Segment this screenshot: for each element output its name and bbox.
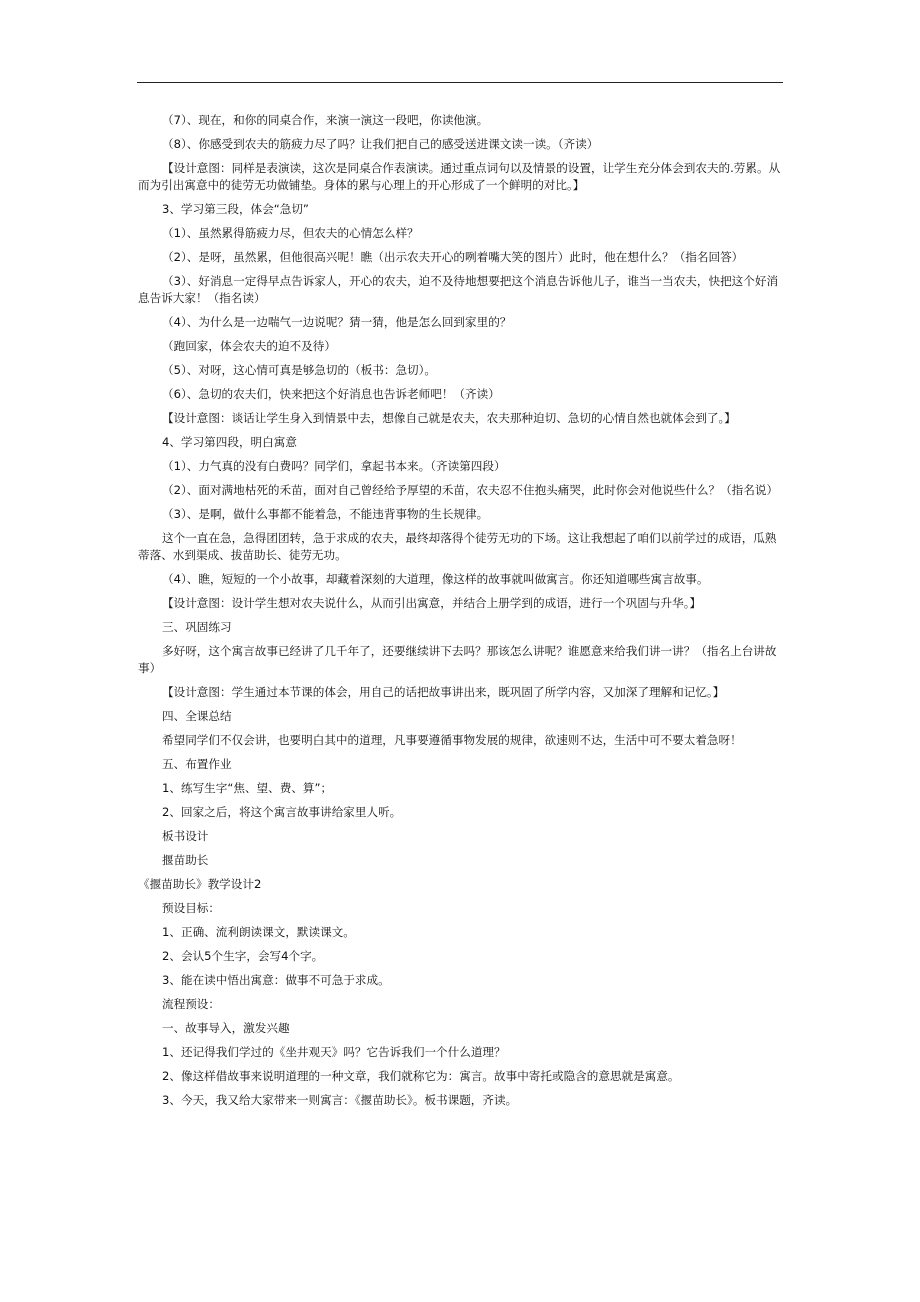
paragraph: 三、巩固练习 bbox=[162, 620, 232, 634]
paragraph: 四、全课总结 bbox=[162, 709, 232, 723]
header-rule bbox=[137, 82, 783, 83]
paragraph: 3、能在读中悟出寓意：做事不可急于求成。 bbox=[162, 973, 390, 987]
paragraph: 多好呀，这个寓言故事已经讲了几千年了，还要继续讲下去吗？那该怎么讲呢？谁愿意来给我们讲一讲？（指名上台讲故事） bbox=[138, 644, 777, 675]
paragraph: 2、会认5个生字，会写4个字。 bbox=[162, 949, 324, 963]
paragraph: 【设计意图：谈话让学生身入到情景中去，想像自己就是农夫，农夫那种迫切、急切的心情自然也就体会到了。】 bbox=[162, 411, 736, 425]
paragraph: 板书设计 bbox=[162, 829, 209, 843]
paragraph: 1、练写生字“焦、望、费、算”； bbox=[162, 781, 333, 795]
paragraph: （4）、瞧，短短的一个小故事，却藏着深刻的大道理，像这样的故事就叫做寓言。你还知道哪些寓言故事。 bbox=[162, 572, 709, 586]
paragraph: 1、正确、流利朗读课文，默读课文。 bbox=[162, 925, 355, 939]
paragraph: （7）、现在，和你的同桌合作，来演一演这一段吧，你读他演。 bbox=[162, 113, 489, 127]
paragraph: 五、布置作业 bbox=[162, 757, 232, 771]
paragraph: 希望同学们不仅会讲，也要明白其中的道理，凡事要遵循事物发展的规律，欲速则不达，生活中可不要太着急呀！ bbox=[162, 733, 742, 747]
paragraph: 这个一直在急，急得团团转，急于求成的农夫，最终却落得个徒劳无功的下场。这让我想起了咱们以前学过的成语，瓜熟蒂落、水到渠成、拔苗助长、徒劳无功。 bbox=[138, 531, 777, 562]
paragraph: （8）、你感受到农夫的筋疲力尽了吗？让我们把自己的感受送进课文读一读。（齐读） bbox=[162, 137, 599, 151]
paragraph: （3）、好消息一定得早点告诉家人，开心的农夫，迫不及待地想要把这个消息告诉他儿子，谁当一当农夫，快把这个好消息告诉大家！（指名读） bbox=[138, 274, 779, 305]
paragraph: 【设计意图：同样是表演读，这次是同桌合作表演读。通过重点词句以及情景的设置，让学生充分体会到农夫的.劳累。从而为引出寓意中的徒劳无功做铺垫。身体的累与心理上的开心形成了一个鲜明的对比。】 bbox=[138, 161, 781, 192]
paragraph: 2、回家之后，将这个寓言故事讲给家里人听。 bbox=[162, 805, 402, 819]
paragraph: 预设目标： bbox=[162, 901, 220, 915]
paragraph: （3）、是啊，做什么事都不能着急，不能违背事物的生长规律。 bbox=[162, 507, 489, 521]
paragraph: 【设计意图：设计学生想对农夫说什么，从而引出寓意，并结合上册学到的成语，进行一个巩固与升华。】 bbox=[162, 596, 702, 610]
paragraph: 4、学习第四段，明白寓意 bbox=[162, 435, 297, 449]
paragraph: 2、像这样借故事来说明道理的一种文章，我们就称它为：寓言。故事中寄托或隐含的意思就是寓意。 bbox=[162, 1069, 680, 1083]
paragraph: （1）、虽然累得筋疲力尽，但农夫的心情怎么样？ bbox=[162, 226, 419, 240]
document-body bbox=[138, 112, 784, 1116]
paragraph: （跑回家，体会农夫的迫不及待） bbox=[162, 339, 336, 353]
paragraph: （5）、对呀，这心情可真是够急切的（板书：急切）。 bbox=[162, 363, 437, 377]
paragraph: 流程预设： bbox=[162, 997, 220, 1011]
paragraph: 3、今天，我又给大家带来一则寓言：《揠苗助长》。板书课题，齐读。 bbox=[162, 1093, 518, 1107]
paragraph: 《揠苗助长》教学设计2 bbox=[138, 877, 262, 891]
paragraph: 3、学习第三段，体会“急切” bbox=[162, 202, 309, 216]
paragraph: 揠苗助长 bbox=[162, 853, 209, 867]
paragraph: （2）、是呀，虽然累，但他很高兴呢！瞧（出示农夫开心的咧着嘴大笑的图片）此时，他在想什么？（指名回答） bbox=[162, 250, 744, 264]
paragraph: （1）、力气真的没有白费吗？同学们，拿起书本来。（齐读第四段） bbox=[162, 459, 506, 473]
paragraph: （4）、为什么是一边喘气一边说呢？猜一猜，他是怎么回到家里的？ bbox=[162, 315, 512, 329]
paragraph: （2）、面对满地枯死的禾苗，面对自己曾经给予厚望的禾苗，农夫忍不住抱头痛哭，此时你会对他说些什么？（指名说） bbox=[162, 483, 779, 497]
paragraph: 【设计意图：学生通过本节课的体会，用自己的话把故事讲出来，既巩固了所学内容，又加深了理解和记忆。】 bbox=[162, 685, 725, 699]
paragraph: （6）、急切的农夫们，快来把这个好消息也告诉老师吧！（齐读） bbox=[162, 387, 500, 401]
paragraph: 1、还记得我们学过的《坐井观天》吗？它告诉我们一个什么道理？ bbox=[162, 1045, 506, 1059]
paragraph: 一、故事导入，激发兴趣 bbox=[162, 1021, 290, 1035]
